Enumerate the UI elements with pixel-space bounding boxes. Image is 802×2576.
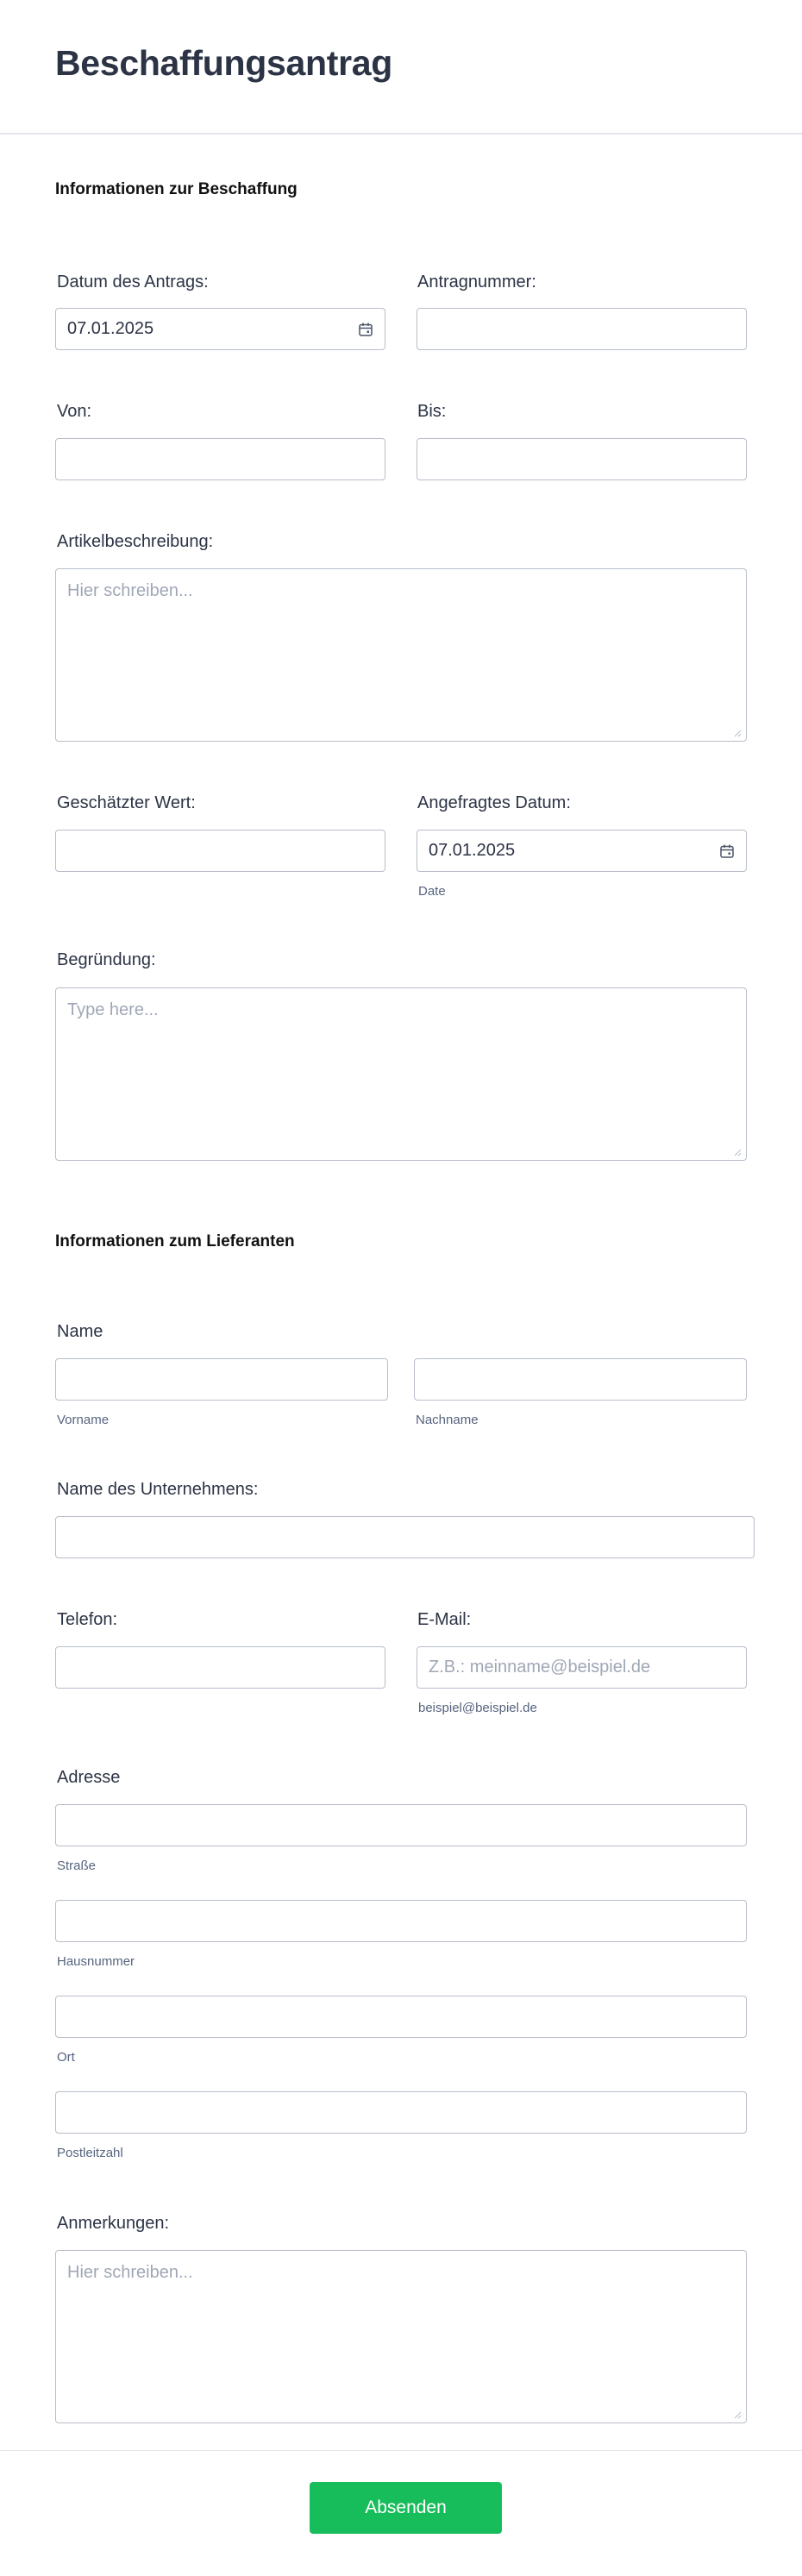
- to-label: Bis:: [417, 402, 447, 421]
- page-title: Beschaffungsantrag: [55, 43, 393, 83]
- email-sublabel: beispiel@beispiel.de: [418, 1701, 537, 1715]
- street-sublabel: Straße: [57, 1858, 97, 1873]
- requested-date-sublabel: Date: [418, 884, 446, 899]
- from-label: Von:: [57, 402, 92, 421]
- postal-code-input[interactable]: [55, 2091, 747, 2134]
- section-title-procurement: Informationen zur Beschaffung: [55, 180, 298, 198]
- house-number-input[interactable]: [55, 1900, 747, 1942]
- company-name-input[interactable]: [55, 1516, 755, 1558]
- city-sublabel: Ort: [57, 2050, 75, 2065]
- email-label: E-Mail:: [417, 1610, 472, 1629]
- house-number-sublabel: Hausnummer: [57, 1954, 135, 1969]
- calendar-icon[interactable]: [358, 322, 373, 337]
- city-input[interactable]: [55, 1996, 747, 2038]
- justification-textarea[interactable]: [55, 987, 747, 1161]
- company-name-label: Name des Unternehmens:: [57, 1480, 259, 1499]
- request-date-value: 07.01.2025: [67, 319, 154, 338]
- justification-label: Begründung:: [57, 950, 156, 969]
- from-input[interactable]: [55, 438, 385, 480]
- postal-code-sublabel: Postleitzahl: [57, 2146, 123, 2160]
- section-title-supplier: Informationen zum Lieferanten: [55, 1232, 295, 1250]
- request-date-label: Datum des Antrags:: [57, 273, 209, 291]
- phone-label: Telefon:: [57, 1610, 118, 1629]
- last-name-sublabel: Nachname: [416, 1413, 479, 1427]
- remarks-textarea[interactable]: [55, 2250, 747, 2423]
- name-label: Name: [57, 1322, 103, 1341]
- resize-grip-icon[interactable]: [733, 729, 742, 737]
- resize-grip-icon[interactable]: [733, 2410, 742, 2419]
- to-input[interactable]: [417, 438, 747, 480]
- requested-date-label: Angefragtes Datum:: [417, 793, 571, 812]
- requested-date-value: 07.01.2025: [429, 841, 516, 860]
- request-date-input[interactable]: [55, 308, 385, 350]
- submit-button[interactable]: Absenden: [310, 2482, 502, 2534]
- first-name-sublabel: Vorname: [57, 1413, 110, 1427]
- item-description-textarea[interactable]: [55, 568, 747, 742]
- address-label: Adresse: [57, 1768, 121, 1787]
- item-description-label: Artikelbeschreibung:: [57, 532, 214, 551]
- calendar-icon[interactable]: [719, 843, 735, 859]
- phone-input[interactable]: [55, 1646, 385, 1689]
- email-input[interactable]: [417, 1646, 747, 1689]
- request-number-label: Antragnummer:: [417, 273, 536, 291]
- first-name-input[interactable]: [55, 1358, 388, 1401]
- requested-date-input[interactable]: [417, 830, 747, 872]
- request-number-input[interactable]: [417, 308, 747, 350]
- last-name-input[interactable]: [414, 1358, 747, 1401]
- estimated-value-label: Geschätzter Wert:: [57, 793, 196, 812]
- remarks-label: Anmerkungen:: [57, 2214, 170, 2233]
- footer-divider: [0, 2450, 802, 2451]
- resize-grip-icon[interactable]: [733, 1148, 742, 1156]
- street-input[interactable]: [55, 1804, 747, 1846]
- estimated-value-input[interactable]: [55, 830, 385, 872]
